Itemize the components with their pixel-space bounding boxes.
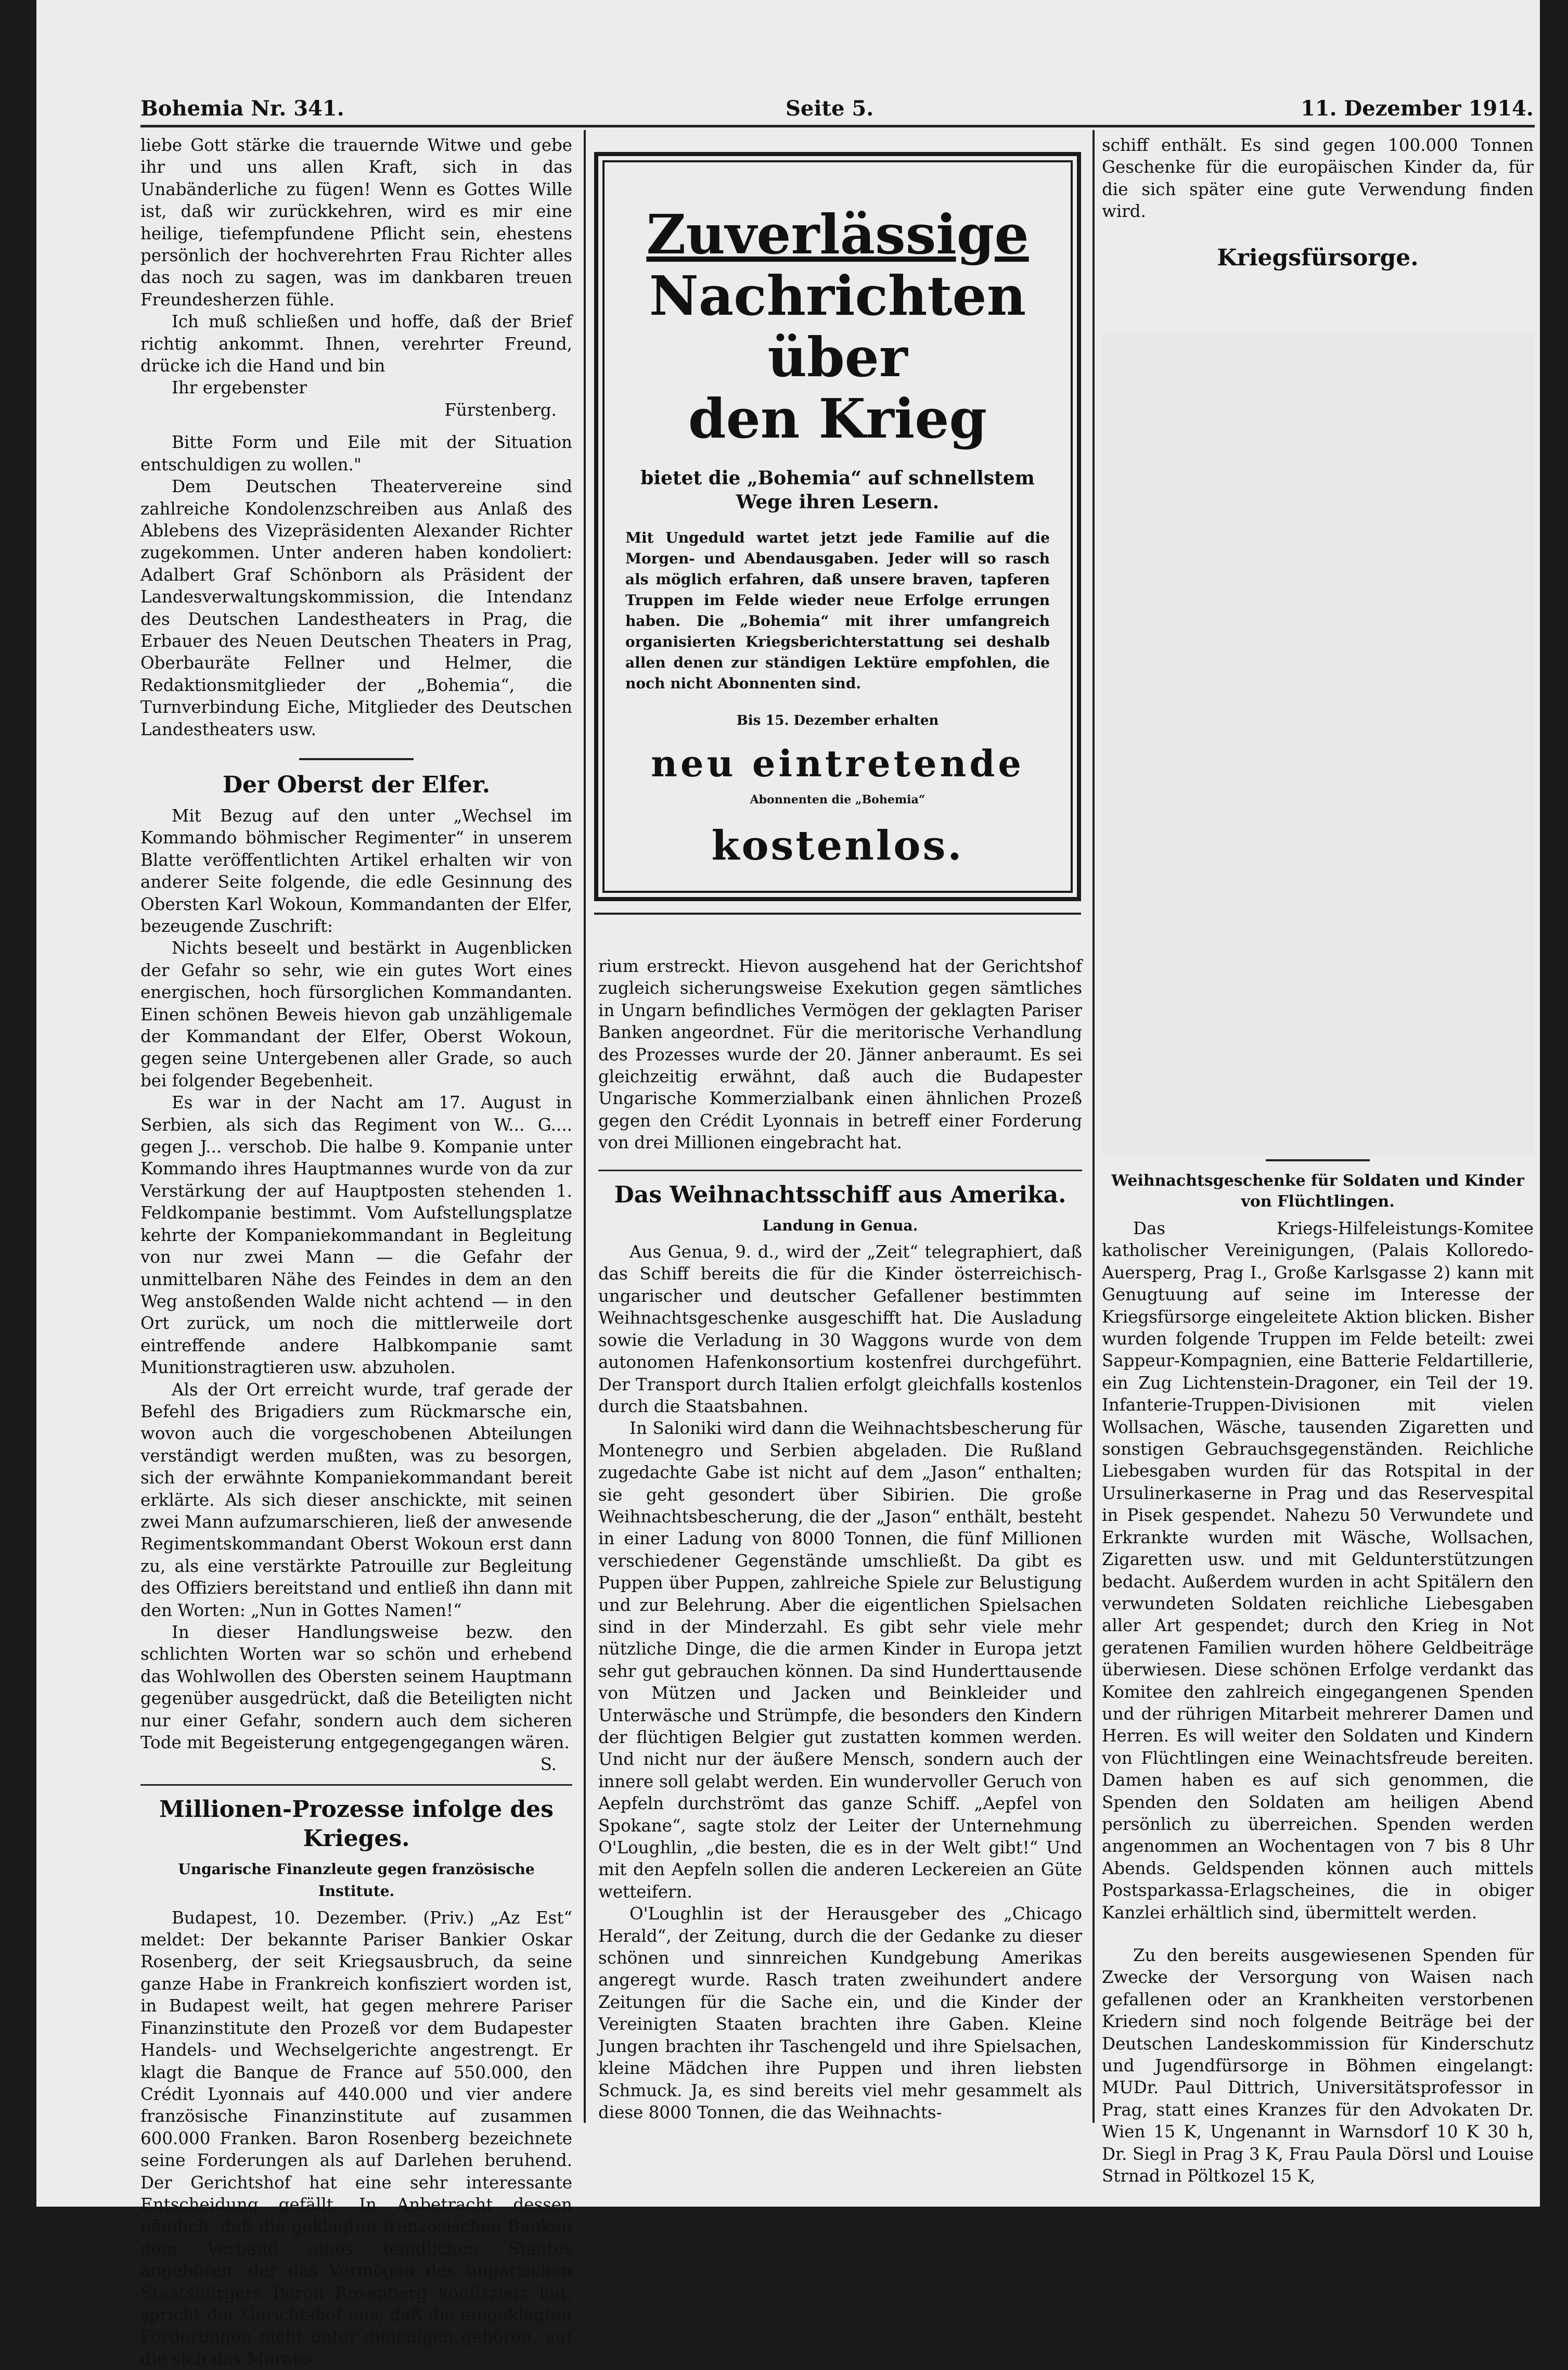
column-3-bottom xyxy=(1102,1159,1534,2186)
article-paragraph: Budapest, 10. Dezember. (Priv.) „Az Est“ meldet: Der bekannte Pariser Bankier Oskar Rosenberg, der seit Kriegsausbruch, da seine ganze Habe in Frankreich konfisziert worden ist, in Budapest weilt, hat gegen mehrere Pariser Finanzinstitute den Prozeß vor dem Budapester Handels- und Wechselgerichte angestrengt. Er klagt die Banque de France auf 550.000, den Crédit Lyonnais auf 440.000 und vier andere französische Finanzinstitute auf zusammen 600.000 Franken. Baron Rosenberg bezeichnete seine Forderungen als auf Darlehen beruhend. Der Gerichtshof hat eine sehr interessante Entscheidung gefällt. In Anbetracht dessen nämlich, daß die geklagten französischen Banken dem Verband eines feindlichen Staates angehören, der das Vermögen des ungarischen Staatsbürgers Baron Rosenberg konfisziert hat, spricht der Gerichtshof aus, daß die eingeklagten Forderungen nicht unter diejenigen gehören, auf die sich das Morato- xyxy=(140,1907,572,2369)
oberst-headline: Der Oberst der Elfer. xyxy=(222,771,491,798)
issue-date: 11. Dezember 1914. xyxy=(1301,96,1534,121)
bohemia-advertisement xyxy=(594,152,1081,901)
ad-free: kostenlos. xyxy=(711,822,964,869)
blank-area xyxy=(1102,333,1534,1155)
ad-bottom-rule xyxy=(594,913,1081,915)
article-paragraph: Aus Genua, 9. d., wird der „Zeit“ telegraphiert, daß das Schiff bereits die für die Kinder österreichisch-ungarischer und deutscher Gefallener bestimmten Weihnachtsgeschenke ausgeschifft hat. Die Ausladung sowie die Verladung in 30 Waggons wurde von dem autonomen Hafenkonsortium kostenfrei durchgeführt. Der Transport durch Italien erfolgt gleichfalls kostenlos durch die Staatsbahnen. xyxy=(598,1242,1082,1416)
column-rule-2 xyxy=(1093,130,1095,2123)
article-paragraph: O'Loughlin ist der Herausgeber des „Chicago Herald“, der Zeitung, durch die der Gedanke zu dieser schönen und sinnreichen Kundgebung Amerikas angeregt wurde. Rasch traten zweihundert andere Zeitungen für die Sache ein, und die Kinder der Vereinigten Staaten brachten ihre Gaben. Kleine Jungen brachten ihr Taschengeld und ihre Spielsachen, kleine Mädchen ihre Puppen und ihren liebsten Schmuck. Ja, es sind bereits viel mehr gesammelt als diese 8000 Tonnen, die das Weihnachts- xyxy=(598,1904,1082,2122)
ad-headline-1: Zuverlässige xyxy=(646,202,1029,266)
section-divider xyxy=(140,1784,572,1786)
header-rule xyxy=(140,125,1535,127)
article-paragraph: Nichts beseelt und bestärkt in Augenblicken der Gefahr so sehr, wie ein gutes Wort eines energischen, hoch fürsorglichen Kommandanten. Einen schönen Beweis hievon gab unzähligemale der Kommandant der Elfer, Oberst Wokoun, gegen seine Untergebenen aller Grade, so auch bei folgender Begebenheit. xyxy=(140,938,572,1091)
letter-closing: Ihr ergebenster xyxy=(172,378,307,398)
millionen-subheadline: Ungarische Finanzleute gegen französische Institute. xyxy=(178,1860,535,1900)
condolences-paragraph: Dem Deutschen Theatervereine sind zahlreiche Kondolenzschreiben aus Anlaß des Ablebens des Vizepräsidenten Alexander Richter zugekommen. Unter anderen haben kondoliert: Adalbert Graf Schönborn als Präsident der Landesverwaltungskommission, die Intendanz des Deutschen Landestheaters in Prag, die Erbauer des Neuen Deutschen Theaters in Prag, Oberbauräte Fellner und Helmer, die Redaktionsmitglieder der „Bohemia“, die Turnverbindung Eiche, Mitglieder des Deutschen Landestheaters usw. xyxy=(140,477,572,739)
ad-headline-3: den Krieg xyxy=(688,387,987,451)
column-2 xyxy=(598,955,1082,2121)
ad-subscribers-label: Abonnenten die „Bohemia“ xyxy=(750,793,926,806)
article-paragraph: rium erstreckt. Hievon ausgehend hat der Gerichtshof zugleich sicherungsweise Exekution gegen sämtliches in Ungarn befindliches Vermögen der geklagten Pariser Banken angeordnet. Für die meritorische Verhandlung des Prozesses wurde der 20. Jänner anberaumt. Es sei gleichzeitig erwähnt, daß auch die Budapester Ungarische Kommerzialbank einen ähnlichen Prozeß gegen den Crédit Lyonnais in betreff einer Forderung von drei Millionen eingebracht hat. xyxy=(598,956,1082,1153)
article-paragraph: Als der Ort erreicht wurde, traf gerade der Befehl des Brigadiers zum Rückmarsche ein, wovon auch die vorgeschobenen Abteilungen verständigt werden mußten, was zu besorgen, sich der erwähnte Kompaniekommandant bereit erklärte. Als sich dieser anschickte, mit seinen zwei Mann aufzumarschieren, ließ der anwesende Regimentskommandant Oberst Wokoun erst dann zu, als eine verstärkte Patrouille zur Begleitung des Offiziers bereitstand und entließ ihn dann mit den Worten: „Nun in Gottes Namen!“ xyxy=(140,1379,572,1620)
millionen-headline: Millionen-Prozesse infolge des Krieges. xyxy=(159,1796,554,1852)
section-divider xyxy=(598,1170,1082,1171)
letter-paragraph: Ich muß schließen und hoffe, daß der Brief richtig ankommt. Ihnen, verehrter Freund, drücke ich die Hand und bin xyxy=(140,312,572,376)
article-paragraph: Mit Bezug auf den unter „Wechsel im Kommando böhmischer Regimenter“ in unserem Blatte veröffentlichten Artikel erhalten wir von anderer Seite folgende, die edle Gesinnung des Obersten Karl Wokoun, Kommandanten der Elfer, bezeugende Zuschrift: xyxy=(140,805,572,936)
article-paragraph: In Saloniki wird dann die Weihnachtsbescherung für Montenegro und Serbien abgeladen. Die Rußland zugedachte Gabe ist nicht auf dem „Jason“ enthalten; sie geht gesondert über Sibirien. Die große Weihnachtsbescherung, die der „Jason“ enthält, besteht in einer Ladung von 8000 Tonnen, die fünf Millionen verschiedener Gegenstände umschließt. Da gibt es Puppen über Puppen, zahlreiche Spiele zur Belustigung und zur Belehrung. Aber die eigentlichen Spielsachen sind in der Minderzahl. Es gibt sehr viele mehr nützliche Dinge, die die armen Kinder in Europa jetzt sehr gut gebrauchen können. Da sind Hunderttausende von Mützen und Jacken und Beinkleider und Unterwäsche und Strümpfe, die besonders den Kindern der flüchtigen Belgier gut zustatten kommen werden. Und nicht nur der äußere Mensch, sondern auch der innere soll gelabt werden. Ein wundervoller Geruch von Aepfeln durchströmt das ganze Schiff. „Aepfel von Spokane“, sagte stolz der Leiter der Unternehmung O'Loughlin, „die besten, die es in der Welt gibt!“ Und mit den Aepfeln sollen die anderen Leckereien an Güte wetteifern. xyxy=(598,1418,1082,1902)
letter-postscript: Bitte Form und Eile mit der Situation entschuldigen zu wollen." xyxy=(140,432,572,475)
section-divider xyxy=(299,758,414,760)
article-signature: S. xyxy=(540,1754,557,1775)
ad-headline-2: Nachrichten über xyxy=(649,264,1026,389)
ad-deadline: Bis 15. Dezember erhalten xyxy=(736,713,939,728)
article-paragraph: Das Kriegs-Hilfeleistungs-Komitee katholischer Vereinigungen, (Palais Kolloredo-Auersperg, Prag I., Große Karlsgasse 2) kann mit Genugtuung auf seine im Interesse der Kriegsfürsorge eingeleitete Aktion blicken. Bisher wurden folgende Truppen im Felde beteilt: zwei Sappeur-Kompagnien, eine Batterie Feldartillerie, ein Zug Lichtenstein-Dragoner, ein Teil der 19. Infanterie-Truppen-Divisionen mit vielen Wollsachen, Wäsche, tausenden Zigaretten und sonstigen Gebrauchsgegenständen. Reichliche Liebesgaben wurden für das Rotspital in der Ursulinerkaserne in Prag und das Reservespital in Pisek gespendet. Nahezu 50 Verwundete und Erkrankte wurden mit Wäsche, Wollsachen, Zigaretten usw. und mit Geldunterstützungen bedacht. Außerdem wurden in acht Spitälern den verwundeten Soldaten reichliche Liebesgaben aller Art gespendet; durch den Krieg in Not geratenen Familien wurden höhere Geldbeiträge überwiesen. Diese schönen Erfolge verdankt das Komitee den zahlreich eingegangenen Spenden und der rührigen Mitarbeit mehrerer Damen und Herren. Es will weiter den Soldaten und Kindern von Flüchtlingen eine Weinachtsfreude bereiten. Damen haben es auf sich genommen, die Spenden den Soldaten am heiligen Abend persönlich zu überreichen. Spenden werden angenommen an Wochentagen von 7 bis 8 Uhr Abends. Geldspenden können auch mittels Postsparkassa-Erlagscheines, die in obiger Kanzlei erhältlich sind, übermittelt werden. xyxy=(1102,1219,1534,1923)
article-paragraph: schiff enthält. Es sind gegen 100.000 Tonnen Geschenke für die europäischen Kinder da, für die sich später eine gute Verwendung finden wird. xyxy=(1102,135,1534,222)
ad-new-subscribers: neu eintretende xyxy=(651,742,1024,785)
page-number: Seite 5. xyxy=(786,96,874,121)
weihnacht-headline: Das Weihnachtsschiff aus Amerika. xyxy=(614,1181,1066,1208)
column-3-top xyxy=(1102,134,1534,332)
gifts-headline: Weihnachtsgeschenke für Soldaten und Kinder von Flüchtlingen. xyxy=(1111,1172,1524,1211)
section-divider xyxy=(1266,1159,1370,1161)
article-paragraph: In dieser Handlungsweise bezw. den schlichten Worten war so schön und erhebend das Wohlwollen des Obersten seinem Hauptmann gegenüber ausgedrückt, daß die Beteiligten nicht nur einer Gefahr, sondern auch dem sicheren Tode mit Begeisterung entgegengegangen wären. xyxy=(140,1622,572,1753)
ad-lead: bietet die „Bohemia“ auf schnellstem Wege ihren Lesern. xyxy=(640,467,1035,513)
ad-body: Mit Ungeduld wartet jetzt jede Familie auf die Morgen- und Abendausgaben. Jeder will so rasch als möglich erfahren, daß unsere braven, tapferen Truppen im Felde wieder neue Erfolge errungen haben. Die „Bohemia“ mit ihrer umfangreich organisierten Kriegsberichterstattung sei deshalb allen denen zur ständigen Lektüre empfohlen, die noch nicht Abonnenten sind. xyxy=(625,529,1050,692)
kriegsfuersorge-headline: Kriegsfürsorge. xyxy=(1217,244,1419,271)
column-rule-1 xyxy=(584,130,586,2123)
column-1 xyxy=(140,134,572,2369)
weihnacht-subheadline: Landung in Genua. xyxy=(762,1216,918,1234)
newspaper-page xyxy=(36,0,1540,2369)
masthead-left: Bohemia Nr. 341. xyxy=(140,96,344,121)
letter-paragraph: liebe Gott stärke die trauernde Witwe und gebe ihr und uns allen Kraft, sich in das Unabänderliche zu fügen! Wenn es Gottes Wille ist, daß wir zurückkehren, wird es mir eine heilige, tiefempfundene Pflicht sein, ehestens persönlich der hochverehrten Frau Richter alles das noch zu sagen, was im dankbaren treuen Freundesherzen fühle. xyxy=(140,135,572,310)
advertisement-inner-frame xyxy=(602,160,1073,893)
article-paragraph: Zu den bereits ausgewiesenen Spenden für Zwecke der Versorgung von Waisen nach gefallenen oder an Krankheiten verstorbenen Kriedern sind noch folgende Beiträge bei der Deutschen Landeskommission für Kinderschutz und Jugendfürsorge in Böhmen eingelangt: MUDr. Paul Dittrich, Universitätsprofessor in Prag, statt eines Kranzes für den Advokaten Dr. Wien 15 K, Ungenannt in Warnsdorf 10 K 30 h, Dr. Siegl in Prag 3 K, Frau Paula Dörsl und Louise Strnad in Pöltkozel 15 K, xyxy=(1102,1945,1534,2186)
letter-signature: Fürstenberg. xyxy=(444,400,557,420)
article-paragraph: Es war in der Nacht am 17. August in Serbien, als sich das Regiment von W... G.... gegen J... verschob. Die halbe 9. Kompanie unter Kommando ihres Hauptmannes wurde von da zur Verstärkung der auf Hauptposten stehenden 1. Feldkompanie bestimmt. Vom Aufstellungsplatze kehrte der Kompaniekommandant in Begleitung von nur zwei Mann — die Gefahr der unmittelbaren Nähe des Feindes in dem an den Weg anstoßenden Walde nicht achtend — in den Ort zurück, um noch die mittlerweile dort eintreffende andere Halbkompanie samt Munitionstragtieren usw. abzuholen. xyxy=(140,1093,572,1378)
